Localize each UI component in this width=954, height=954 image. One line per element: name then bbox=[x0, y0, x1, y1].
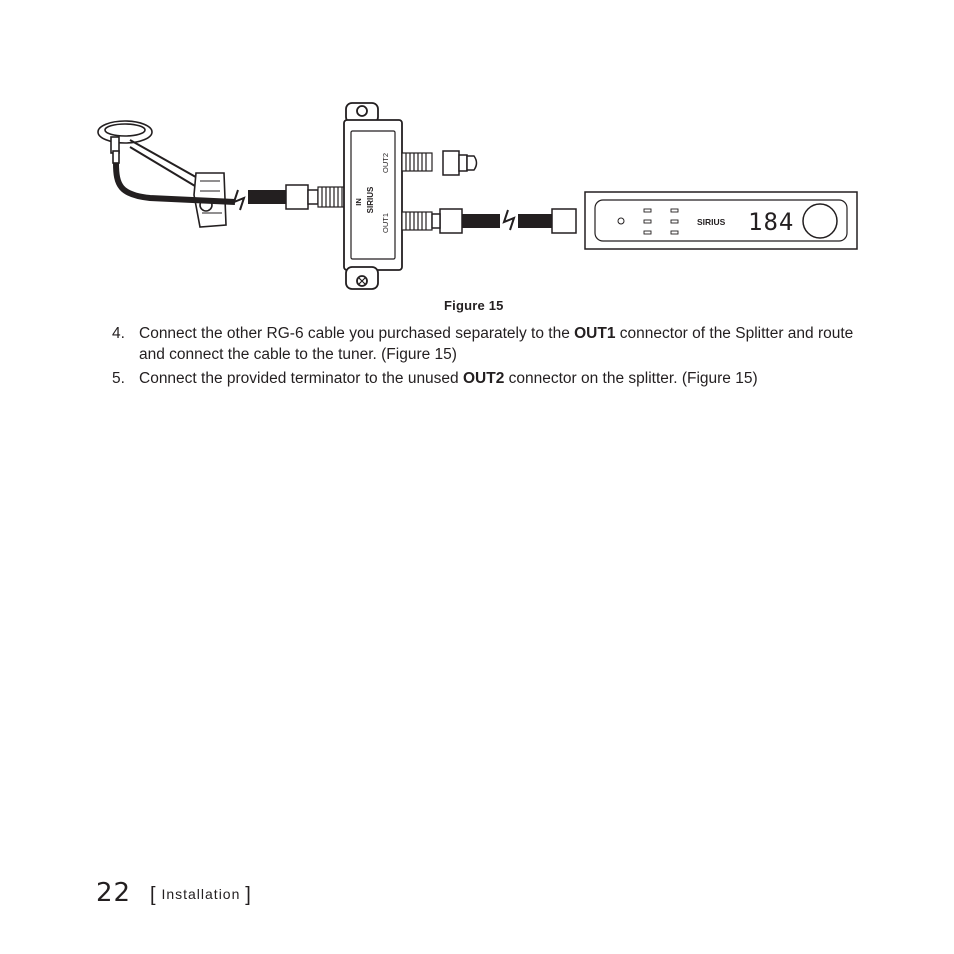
installation-diagram bbox=[90, 95, 865, 300]
step-number: 4. bbox=[112, 325, 125, 342]
step-4 bbox=[112, 323, 872, 365]
bracket-close: ] bbox=[245, 884, 252, 906]
figure-caption: Figure 15 bbox=[444, 298, 504, 313]
step-text bbox=[112, 368, 872, 389]
step-5 bbox=[112, 368, 872, 389]
tuner-channel-display: 184 bbox=[748, 208, 795, 236]
splitter-out2-label: OUT2 bbox=[381, 152, 390, 174]
f-connector-out1 bbox=[432, 209, 462, 233]
terminator bbox=[443, 151, 477, 175]
step-text-after: connector on the splitter. (Figure 15) bbox=[504, 370, 758, 387]
f-connector-tuner bbox=[552, 209, 576, 233]
mount-hole-top bbox=[357, 106, 367, 116]
section-name: Installation bbox=[161, 886, 241, 902]
f-connector-in bbox=[286, 185, 318, 209]
step-text bbox=[112, 323, 872, 365]
step-text-before: Connect the provided terminator to the unused bbox=[139, 370, 463, 387]
step-text-before: Connect the other RG-6 cable you purchased separately to the bbox=[139, 325, 575, 342]
bracket-open: [ bbox=[150, 884, 157, 906]
cable-segment bbox=[518, 214, 552, 228]
tuner-knob bbox=[803, 204, 837, 238]
splitter-in-label: IN bbox=[354, 198, 363, 206]
cable-break-icon bbox=[504, 210, 514, 230]
splitter-out1-label: OUT1 bbox=[381, 212, 390, 234]
cable-segment bbox=[248, 190, 286, 204]
out1-bold: OUT1 bbox=[574, 325, 616, 342]
splitter-in-port bbox=[318, 187, 346, 207]
splitter-brand: SIRIUS bbox=[366, 186, 375, 214]
tuner-brand: SIRIUS bbox=[697, 217, 726, 227]
section-label bbox=[150, 882, 252, 905]
step-text-after: connector of the Splitter and route and connect the cable to the tuner. (Figure 15) bbox=[139, 325, 854, 363]
step-number: 5. bbox=[112, 370, 125, 387]
splitter-out1-port bbox=[402, 212, 432, 230]
out2-bold: OUT2 bbox=[462, 370, 505, 387]
splitter-out2-port bbox=[402, 153, 432, 171]
cable-break-icon bbox=[234, 190, 244, 210]
tuner-power-led bbox=[618, 218, 624, 224]
page-number: 22 bbox=[96, 878, 132, 908]
cable-segment bbox=[462, 214, 500, 228]
